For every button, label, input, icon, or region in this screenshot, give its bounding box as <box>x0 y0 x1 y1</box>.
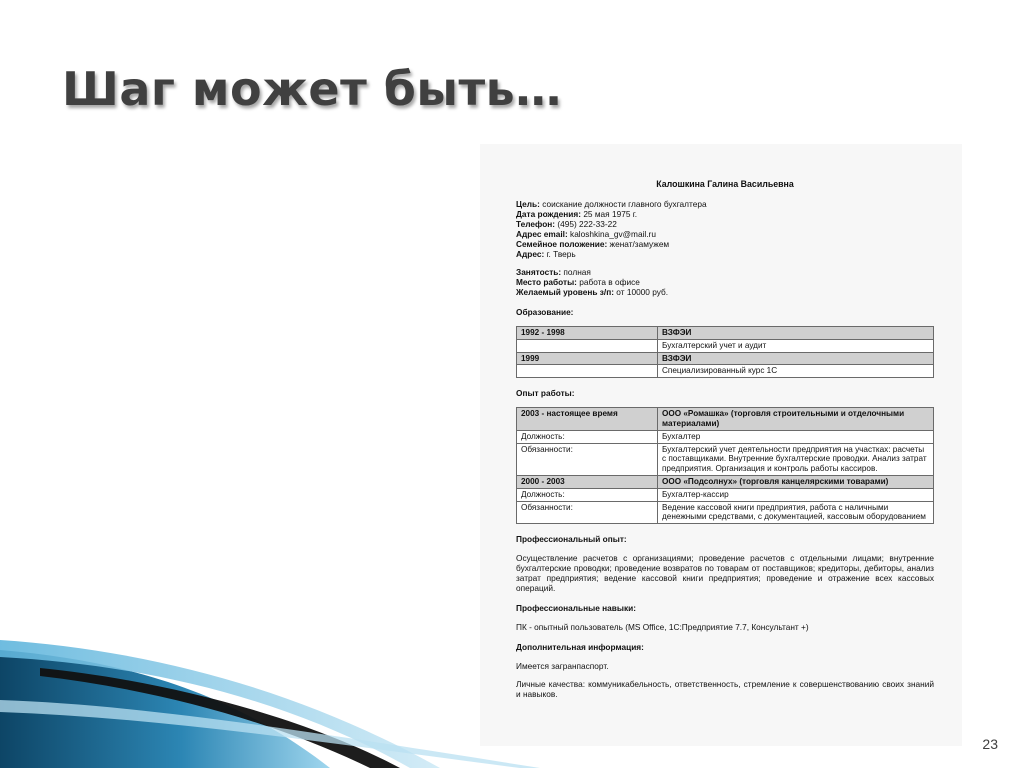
additional-info-heading: Дополнительная информация: <box>516 642 644 653</box>
wave-band-dark <box>0 650 330 768</box>
table-row: Обязанности: Ведение кассовой книги предприятия, работа с наличными денежными средствами, с документацией, кассовым оборудованием <box>517 501 934 524</box>
professional-experience-text: Осуществление расчетов с организациями; проведение расчетов с отдельными лицами; внутренние бухгалтерские проводки; проведение возвратов по товарам от поставщиков; кредиторы, дебиторы, анализ затрат предприятия; ведение кассовой книги предприятия; проведение и отражение всех кассовых операций. <box>516 553 934 594</box>
additional-info-text: Имеется загранпаспорт. <box>516 661 609 672</box>
skills-text: ПК - опытный пользователь (MS Office, 1С:Предприятие 7.7, Консультант +) <box>516 622 809 633</box>
personal-qualities-text: Личные качества: коммуникабельность, ответственность, стремление к совершенствованию своих знаний и навыков. <box>516 679 934 700</box>
professional-experience-heading: Профессиональный опыт: <box>516 534 627 545</box>
table-row: Бухгалтерский учет и аудит <box>517 339 934 352</box>
employment-line: Место работы: работа в офисе <box>516 277 640 287</box>
page-number: 23 <box>982 736 998 752</box>
personal-line: Семейное положение: женат/замужем <box>516 239 670 249</box>
table-row: 1992 - 1998 ВЗФЭИ <box>517 327 934 340</box>
table-row: 2003 - настоящее время ООО «Ромашка» (торговля строительными и отделочными материалами) <box>517 408 934 431</box>
education-table <box>516 326 934 378</box>
personal-line: Дата рождения: 25 мая 1975 г. <box>516 209 638 219</box>
resume-document <box>480 144 962 746</box>
table-row: Должность: Бухгалтер-кассир <box>517 488 934 501</box>
personal-info <box>516 199 934 259</box>
wave-band-pale <box>0 700 540 768</box>
experience-table <box>516 407 934 524</box>
table-row: Должность: Бухгалтер <box>517 430 934 443</box>
table-row: Обязанности: Бухгалтерский учет деятельности предприятия на участках: расчеты с поставщиками. Внутренние бухгалтерские проводки. Анализ затрат предприятия. Организация и контроль работы кассиров. <box>517 443 934 475</box>
employment-line: Занятость: полная <box>516 267 591 277</box>
personal-line: Цель: соискание должности главного бухгалтера <box>516 199 707 209</box>
personal-line: Адрес: г. Тверь <box>516 249 576 259</box>
skills-heading: Профессиональные навыки: <box>516 603 636 614</box>
slide-title: Шаг может быть… <box>62 62 562 116</box>
table-row: 1999 ВЗФЭИ <box>517 352 934 365</box>
personal-line: Адрес email: kaloshkina_gv@mail.ru <box>516 229 656 239</box>
wave-band-black <box>40 668 400 768</box>
education-heading: Образование: <box>516 307 574 317</box>
table-row: 2000 - 2003 ООО «Подсолнух» (торговля канцелярскими товарами) <box>517 475 934 488</box>
employment-info <box>516 267 934 297</box>
resume-name: Калошкина Галина Васильевна <box>656 179 794 189</box>
employment-line: Желаемый уровень з/п: от 10000 руб. <box>516 287 669 297</box>
experience-heading: Опыт работы: <box>516 388 575 399</box>
personal-line: Телефон: (495) 222-33-22 <box>516 219 617 229</box>
table-row: Специализированный курс 1С <box>517 365 934 378</box>
wave-band-light <box>0 640 440 768</box>
